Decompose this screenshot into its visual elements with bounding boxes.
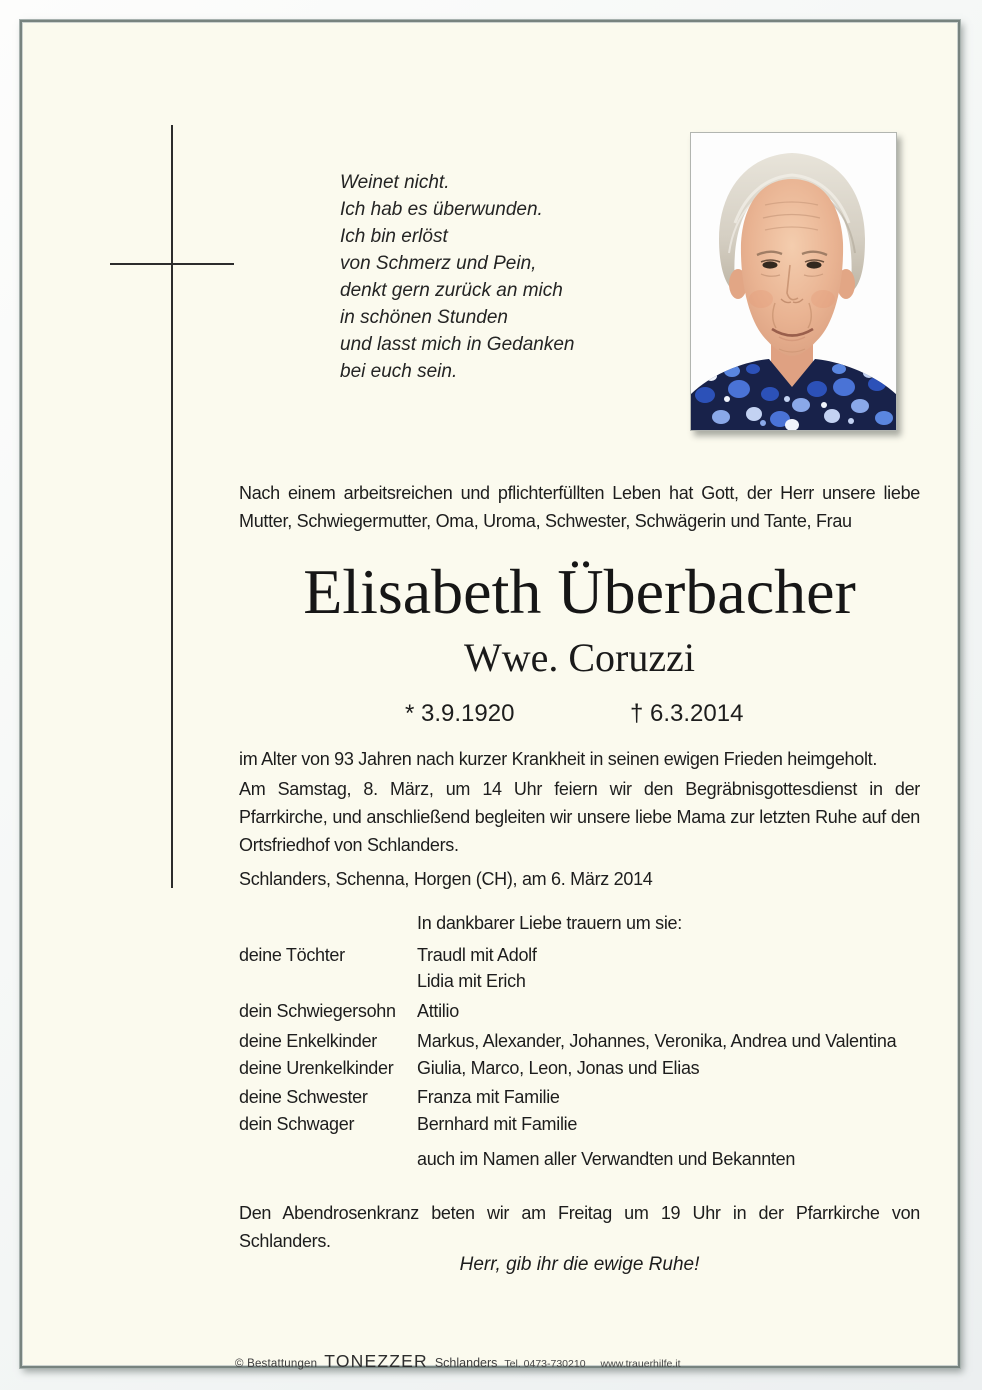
family-row: [239, 968, 920, 994]
family-row: [239, 942, 920, 968]
poem-line: Ich hab es überwunden.: [340, 199, 543, 220]
family-list: [239, 942, 920, 1137]
memorial-card: [20, 20, 960, 1371]
family-names: Attilio: [417, 1001, 459, 1021]
family-names: Lidia mit Erich: [417, 971, 526, 991]
cross-icon-bar: [110, 263, 234, 265]
footer-website: www.trauerhilfe.it: [600, 1358, 681, 1370]
closing-note: auch im Namen aller Verwandten und Bekannten: [417, 1149, 796, 1169]
poem-line: denkt gern zurück an mich: [340, 280, 563, 301]
family-names: Giulia, Marco, Leon, Jonas und Elias: [417, 1058, 700, 1078]
birth-date: * 3.9.1920: [405, 700, 515, 727]
family-names: Markus, Alexander, Johannes, Veronika, Andrea und Valentina: [417, 1031, 897, 1051]
funeral-home-footer: [235, 1351, 681, 1372]
cross-icon: [171, 125, 173, 888]
obituary-line: im Alter von 93 Jahren nach kurzer Krankheit in seinen ewigen Frieden heimgeholt.: [239, 749, 878, 769]
widow-name: Wwe. Coruzzi: [463, 635, 695, 680]
family-names: Bernhard mit Familie: [417, 1114, 578, 1134]
poem-line: Ich bin erlöst: [340, 226, 448, 247]
family-names: Traudl mit Adolf: [417, 945, 537, 965]
family-relation: dein Schwiegersohn: [239, 1001, 396, 1021]
intro-text: Nach einem arbeitsreichen und pflichterfüllten Leben hat Gott, der Herr unsere liebe Mutter, Schwiegermutter, Oma, Uroma, Schwester, Schwägerin und Tante, Frau: [239, 483, 920, 531]
deceased-name: Elisabeth Überbacher: [303, 556, 856, 627]
portrait-photo: [690, 132, 897, 431]
family-names: Franza mit Familie: [417, 1087, 560, 1107]
family-row: [239, 1028, 920, 1054]
family-row: [239, 1055, 920, 1081]
poem-line: Weinet nicht.: [340, 172, 450, 193]
footer-copyright: © Bestattungen: [235, 1358, 318, 1370]
family-relation: dein Schwager: [239, 1114, 355, 1134]
footer-phone: Tel. 0473-730210: [504, 1358, 586, 1370]
footer-location: Schlanders: [434, 1356, 498, 1370]
place-dateline: Schlanders, Schenna, Horgen (CH), am 6. März 2014: [239, 869, 653, 889]
poem-line: und lasst mich in Gedanken: [340, 334, 575, 355]
mourning-intro: In dankbarer Liebe trauern um sie:: [417, 913, 682, 933]
family-relation: deine Schwester: [239, 1087, 368, 1107]
footer-brand: TONEZZER: [324, 1351, 428, 1371]
funeral-announcement: Am Samstag, 8. März, um 14 Uhr feiern wir den Begräbnisgottesdienst in der Pfarrkirche, und anschließend begleiten wir unsere liebe Mama zur letzten Ruhe auf den Ortsfriedhof von Schlanders.: [239, 779, 920, 855]
family-relation: deine Enkelkinder: [239, 1031, 377, 1051]
poem-line: bei euch sein.: [340, 361, 458, 382]
prayer-line: Herr, gib ihr die ewige Ruhe!: [459, 1254, 700, 1275]
family-relation: deine Urenkelkinder: [239, 1058, 394, 1078]
family-row: [239, 1111, 920, 1137]
family-relation: [239, 968, 417, 994]
portrait-elderly-woman: [691, 133, 896, 430]
farewell-poem: [340, 169, 670, 385]
poem-line: von Schmerz und Pein,: [340, 253, 537, 274]
death-date: † 6.3.2014: [630, 700, 744, 727]
family-row: [239, 998, 920, 1024]
rosary-announcement: Den Abendrosenkranz beten wir am Freitag um 19 Uhr in der Pfarrkirche von Schlanders.: [239, 1203, 920, 1251]
family-row: [239, 1084, 920, 1110]
poem-line: in schönen Stunden: [340, 307, 508, 328]
family-relation: deine Töchter: [239, 945, 345, 965]
